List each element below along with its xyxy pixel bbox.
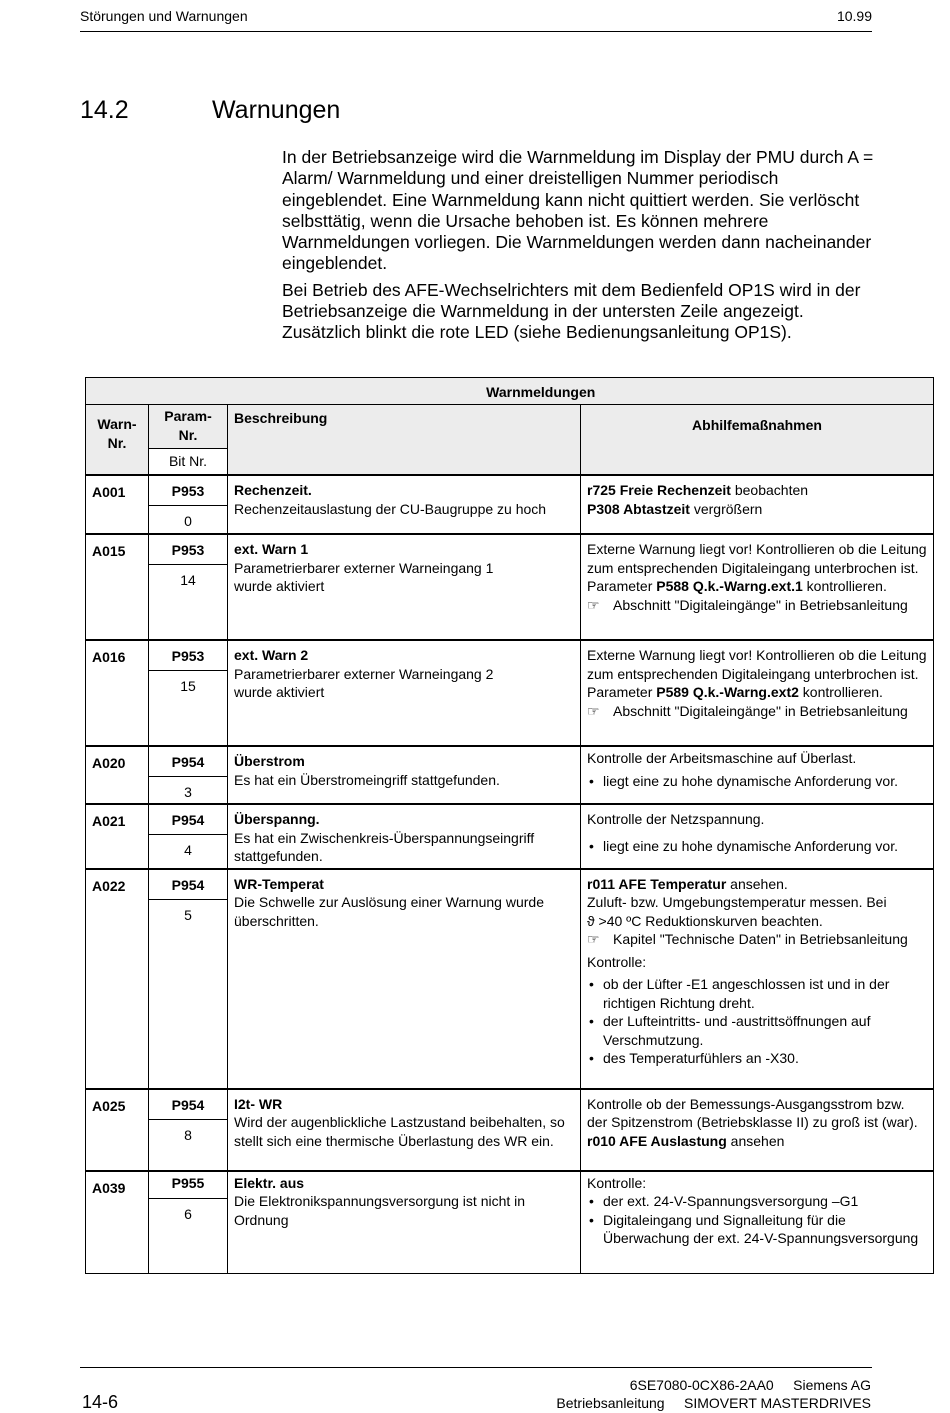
description-text: Parametrierbarer externer Warneingang 2: [234, 665, 494, 682]
remedy-cell: [581, 746, 934, 804]
description-text: Es hat ein Überstromeingriff stattgefunden.: [234, 771, 500, 788]
intro-paragraph: Bei Betrieb des AFE-Wechselrichters mit dem Bedienfeld OP1S wird in der Betriebsanzeige die Warnmeldung in der untersten Zeile angezeigt. Zusätzlich blinkt die rote LED (siehe Bedienungsanleitung OP1S).: [282, 279, 861, 343]
reference-note: ☞ Kapitel "Technische Daten" in Betriebsanleitung: [587, 931, 908, 947]
remedy-text: vergrößern: [689, 500, 763, 517]
warning-title: Rechenzeit.: [234, 482, 312, 498]
page-number: 14-6: [82, 1392, 119, 1412]
warning-number: A015: [86, 534, 149, 640]
warning-table: [85, 377, 934, 1274]
bit-number: 6: [184, 1205, 192, 1222]
section-title: Warnungen: [212, 96, 341, 124]
remedy-cell: [581, 869, 934, 1089]
remedy-text: Kontrolle der Arbeitsmaschine auf Überlast.: [587, 750, 857, 766]
remedy-text: Kontrolle ob der Bemessungs-Ausgangsstrom bzw. der Spitzenstrom (Betriebsklasse II) zu groß ist (war).: [587, 1095, 918, 1130]
bullet-item: • der Lufteintritts- und -austrittsöffnungen auf Verschmutzung.: [587, 1012, 927, 1049]
description-cell: [228, 475, 581, 534]
col-warn-header: Warn- Nr.: [86, 405, 149, 476]
description-text: Die Elektronikspannungsversorgung ist nicht in Ordnung: [234, 1193, 526, 1228]
warning-title: Überspanng.: [234, 811, 320, 827]
remedy-cell: Externe Warnung liegt vor! Kontrollieren ob die Leitung zum entsprechenden Digitaleingang unterbrochen ist. Parameter P588 Q.k.-Warng.ext.1 kontrollieren. ☞ Abschnitt "Digitaleingänge" in Betriebsanleitung: [581, 534, 934, 640]
description-cell: [228, 534, 581, 640]
section-number: 14.2: [80, 96, 129, 124]
param-ref: P588 Q.k.-Warng.ext.1: [656, 578, 803, 594]
col-remedy-header: Abhilfemaßnahmen: [581, 405, 934, 476]
remedy-cell: [581, 475, 934, 534]
col-desc-header: Beschreibung: [228, 405, 581, 476]
warning-title: ext. Warn 1: [234, 541, 309, 557]
param-number: P955: [149, 1172, 227, 1199]
description-text: Parametrierbarer externer Warneingang 1: [234, 559, 494, 576]
bit-number: 0: [184, 513, 192, 529]
description-cell: [228, 804, 581, 869]
table-row: [86, 475, 934, 534]
warning-number: A021: [86, 804, 149, 869]
description-cell: [228, 1089, 581, 1171]
remedy-text: beobachten: [730, 482, 809, 498]
param-ref: r011 AFE Temperatur: [587, 875, 727, 892]
warning-number: A039: [86, 1171, 149, 1274]
header-date: 10.99: [836, 8, 872, 24]
remedy-cell: [581, 1089, 934, 1171]
intro-paragraph: In der Betriebsanzeige wird die Warnmeldung im Display der PMU durch A = Alarm/ Warnmeldung und einer dreistelligen Nummer periodisch eingeblendet. Eine Warnmeldung kann nicht quittiert werden. Sie verlöscht selbsttätig, wenn die Ursache behoben ist. Es können mehrere Warnmeldungen vorliegen. Die Warnmeldungen werden dann nacheinander eingeblendet.: [282, 147, 874, 274]
header-chapter: Störungen und Warnungen: [80, 8, 248, 24]
warning-number: A025: [86, 1089, 149, 1171]
warning-number: A020: [86, 746, 149, 804]
remedy-text: Externe Warnung liegt vor! Kontrollieren ob die Leitung zum entsprechenden Digitaleingang unterbrochen ist.: [587, 647, 927, 682]
table-row: [86, 746, 934, 804]
bit-number: 3: [184, 784, 192, 800]
remedy-text: ansehen.: [726, 875, 788, 892]
intro-text: [282, 147, 882, 344]
warning-title: I2t- WR: [234, 1095, 283, 1112]
param-number: P953: [149, 476, 227, 506]
warning-number: A022: [86, 869, 149, 1089]
bit-number: 14: [180, 572, 196, 588]
table-row: [86, 869, 934, 1089]
page-header: [80, 8, 872, 32]
remedy-text: Kontrolle der Netzspannung.: [587, 811, 765, 827]
section-heading: [80, 96, 341, 125]
bullet-item: • Digitaleingang und Signalleitung für die Überwachung der ext. 24-V-Spannungsversorgung: [587, 1211, 927, 1248]
description-text: wurde aktiviert: [234, 684, 325, 700]
bit-number: 4: [184, 842, 192, 858]
param-number: P954: [149, 870, 227, 900]
reference-note: ☞ Abschnitt "Digitaleingänge" in Betriebsanleitung: [587, 596, 908, 613]
pointing-hand-icon: ☞: [587, 596, 600, 613]
param-ref: r010 AFE Auslastung: [587, 1132, 727, 1149]
warning-title: WR-Temperat: [234, 875, 324, 892]
description-cell: [228, 869, 581, 1089]
table-caption-row: [86, 378, 934, 405]
table-row: [86, 804, 934, 869]
bit-number: 8: [184, 1126, 192, 1143]
remedy-cell: [581, 804, 934, 869]
table-row: [86, 640, 934, 746]
description-cell: [228, 640, 581, 746]
footer-doc-line: Betriebsanleitung SIMOVERT MASTERDRIVES: [556, 1395, 871, 1411]
remedy-cell: [581, 1171, 934, 1274]
param-number: P954: [149, 1090, 227, 1120]
page-footer: [80, 1367, 872, 1412]
param-ref: P308 Abtastzeit: [587, 500, 690, 517]
bullet-item: • des Temperaturfühlers an -X30.: [587, 1049, 927, 1068]
footer-order-line: 6SE7080-0CX86-2AA0 Siemens AG: [629, 1377, 871, 1393]
description-text: wurde aktiviert: [234, 578, 325, 594]
description-text: Die Schwelle zur Auslösung einer Warnung wurde überschritten.: [234, 894, 544, 929]
description-text: Es hat ein Zwischenkreis-Überspannungseingriff stattgefunden.: [234, 829, 535, 864]
warning-number: A001: [86, 475, 149, 534]
remedy-text: ansehen: [726, 1132, 785, 1149]
table-header-row: [86, 405, 934, 476]
pointing-hand-icon: ☞: [587, 702, 600, 719]
check-label: Kontrolle:: [587, 953, 647, 970]
table-row: [86, 534, 934, 640]
remedy-text: Externe Warnung liegt vor! Kontrollieren ob die Leitung zum entsprechenden Digitaleingang unterbrochen ist.: [587, 541, 927, 576]
table-row: [86, 1171, 934, 1274]
check-label: Kontrolle:: [587, 1174, 647, 1191]
bullet-item: • ob der Lüfter -E1 angeschlossen ist und in der richtigen Richtung dreht.: [587, 975, 927, 1012]
table-row: [86, 1089, 934, 1171]
bit-number: 5: [184, 906, 192, 923]
description-cell: [228, 1171, 581, 1274]
bullet-item: • liegt eine zu hohe dynamische Anforderung vor.: [587, 772, 927, 791]
col-param-header: Param- Nr. Bit Nr.: [149, 405, 228, 476]
warning-title: Überstrom: [234, 753, 305, 769]
param-ref: r725 Freie Rechenzeit: [587, 482, 731, 498]
bullet-item: • liegt eine zu hohe dynamische Anforderung vor.: [587, 837, 927, 856]
param-number: P953: [149, 641, 227, 671]
warning-title: Elektr. aus: [234, 1174, 305, 1191]
param-ref: P589 Q.k.-Warng.ext2: [656, 684, 799, 700]
param-number: P953: [149, 535, 227, 565]
bit-number: 15: [180, 678, 196, 694]
warning-title: ext. Warn 2: [234, 647, 309, 663]
param-number: P954: [149, 805, 227, 835]
description-text: Rechenzeitauslastung der CU-Baugruppe zu hoch: [234, 500, 547, 517]
warning-number: A016: [86, 640, 149, 746]
table-caption: Warnmeldungen: [149, 378, 934, 405]
reference-note: ☞ Abschnitt "Digitaleingänge" in Betriebsanleitung: [587, 702, 908, 719]
remedy-text: Zuluft- bzw. Umgebungstemperatur messen. Bei: [587, 894, 887, 910]
param-number: P954: [149, 747, 227, 777]
description-text: Wird der augenblickliche Lastzustand beibehalten, so stellt sich eine thermische Überlastung des WR ein.: [234, 1114, 565, 1149]
pointing-hand-icon: ☞: [587, 931, 600, 947]
description-cell: [228, 746, 581, 804]
remedy-cell: Externe Warnung liegt vor! Kontrollieren ob die Leitung zum entsprechenden Digitaleingang unterbrochen ist. Parameter P589 Q.k.-Warng.ext2 kontrollieren. ☞ Abschnitt "Digitaleingänge" in Betriebsanleitung: [581, 640, 934, 746]
col-bit-header: Bit Nr.: [168, 453, 208, 469]
remedy-text: ϑ >40 ºC Reduktionskurven beachten.: [587, 912, 823, 929]
bullet-item: • der ext. 24-V-Spannungsversorgung –G1: [587, 1192, 927, 1211]
